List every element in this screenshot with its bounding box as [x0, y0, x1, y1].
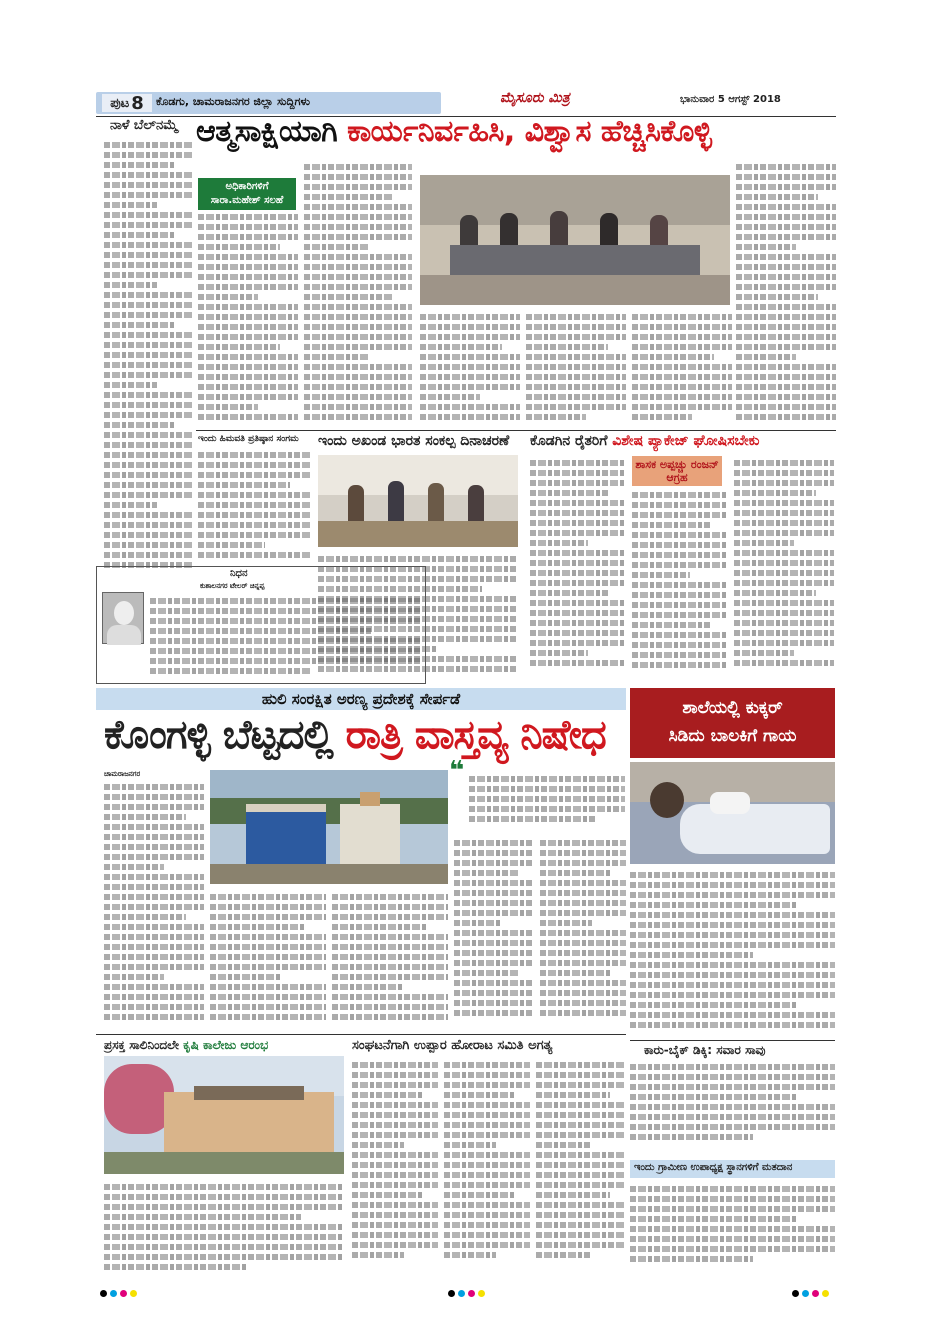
injured-girl-photo: [630, 762, 835, 864]
farmers-headline-red: ವಿಶೇಷ ಪ್ಯಾಕೇಜ್ ಘೋಷಿಸಬೇಕು: [612, 433, 760, 449]
reg-dot-yellow: [130, 1290, 137, 1297]
kongalli-col-3: [332, 890, 448, 1030]
farmers-headline-black: ಕೊಡಗಿನ ರೈತರಿಗೆ: [530, 433, 608, 449]
page-number: [102, 94, 152, 112]
farmers-tag: ಶಾಸಕ ಅಪ್ಪಚ್ಚು ರಂಜನ್ ಆಗ್ರಹ: [632, 456, 722, 486]
school-text: [630, 868, 835, 1040]
kongalli-col-2: [210, 890, 326, 1030]
kongalli-col-4: [454, 836, 534, 1030]
farmers-headline: [530, 433, 759, 449]
reg-dot-magenta: [120, 1290, 127, 1297]
left-column-text: [104, 138, 192, 568]
samithi-col-2: [444, 1058, 530, 1276]
rule-lead-bottom: [196, 430, 836, 431]
lead-col-3: [420, 310, 520, 428]
press-meet-photo: [318, 455, 518, 547]
school-cooker-headline-box: [630, 688, 835, 758]
obituary-text: [150, 594, 420, 680]
lead-col-2: [304, 160, 412, 428]
rule-car: [630, 1040, 835, 1041]
kongalli-col-1: [104, 780, 204, 1030]
masthead: ಮೈಸೂರು ಮಿತ್ರ: [500, 90, 570, 106]
left-kicker: ನಾಳೆ ಬೆಲ್‌ನಮ್ಮೆ: [110, 118, 178, 133]
lead-headline: [196, 114, 836, 149]
page-label: ಪುಟ: [110, 95, 130, 111]
kongalli-headline-red: ರಾತ್ರಿ ವಾಸ್ತವ್ಯ ನಿಷೇಧ: [345, 712, 606, 758]
car-accident-text: [630, 1060, 835, 1156]
ward-election-headline: ಇಂದು ಗ್ರಾಮೀಣ ಉಪಾಧ್ಯಕ್ಷ ಸ್ಥಾನಗಳಿಗೆ ಮತದಾನ: [634, 1162, 793, 1173]
rule-bottom-section: [96, 1034, 626, 1035]
farmers-col-1: [530, 456, 626, 682]
school-headline-line2: ಸಿಡಿದು ಬಾಲಕಿಗೆ ಗಾಯ: [668, 726, 797, 746]
lead-col-5: [632, 310, 732, 428]
ward-election-text: [630, 1182, 835, 1277]
obituary-subhead: ಕುಶಾಲನಗರ ಟೇಲರ್ ಚಿನ್ನಪ್ಪ: [200, 582, 265, 590]
samithi-col-1: [352, 1058, 438, 1276]
krishi-headline-green: ಕೃಷಿ ಕಾಲೇಜು ಆರಂಭ: [183, 1038, 269, 1052]
krishi-headline-black: ಪ್ರಸಕ್ತ ಸಾಲಿನಿಂದಲೇ: [104, 1038, 179, 1052]
car-accident-headline: ಕಾರು-ಬೈಕ್ ಡಿಕ್ಕಿ: ಸವಾರ ಸಾವು: [644, 1043, 766, 1057]
obituary-headline: ನಿಧನ: [230, 568, 248, 579]
reg-dot-black: [100, 1290, 107, 1297]
registration-marks-left: [100, 1282, 140, 1301]
farmers-col-3: [734, 456, 834, 682]
page-number-value: 8: [131, 92, 144, 114]
quote-icon: ❝: [449, 756, 465, 786]
registration-marks-right: [792, 1282, 832, 1301]
krishi-text: [104, 1180, 344, 1275]
lead-headline-black: ಆತ್ಮಸಾಕ್ಷಿಯಾಗಿ: [196, 114, 338, 149]
kongalli-headline-black: ಕೊಂಗಳ್ಳಿ ಬೆಟ್ಟದಲ್ಲಿ: [104, 712, 333, 758]
lead-headline-red: ಕಾರ್ಯನಿರ್ವಹಿಸಿ, ವಿಶ್ವಾಸ ಹೆಚ್ಚಿಸಿಕೊಳ್ಳಿ: [347, 114, 712, 149]
reg-dot-cyan: [110, 1290, 117, 1297]
hemavathi-text: [198, 448, 310, 563]
section-title: ಕೊಡಗು, ಚಾಮರಾಜನಗರ ಜಿಲ್ಲಾ ಸುದ್ದಿಗಳು: [156, 95, 310, 108]
kongalli-headline: [104, 712, 606, 758]
kongalli-dateline: ಚಾಮರಾಜನಗರ: [104, 770, 141, 778]
lead-subhead: ಅಧಿಕಾರಿಗಳಿಗೆ ಸಾರಾ.ಮಹೇಶ್ ಸಲಹೆ: [198, 178, 296, 210]
lead-col-1: [198, 210, 298, 428]
krishi-headline: [104, 1038, 268, 1053]
samithi-headline: ಸಂಘಟನೆಗಾಗಿ ಉಪ್ಪಾರ ಹೋರಾಟ ಸಮಿತಿ ಅಗತ್ಯ: [352, 1038, 553, 1053]
farmers-col-2: [632, 488, 728, 682]
lead-col-6: [736, 160, 836, 428]
obituary-photo: [102, 592, 144, 644]
akhanda-headline: ಇಂದು ಅಖಂಡ ಭಾರತ ಸಂಕಲ್ಪ ದಿನಾಚರಣೆ: [318, 433, 510, 449]
kongalli-col-5: [540, 836, 626, 1030]
lead-col-4: [526, 310, 626, 428]
samithi-col-3: [536, 1058, 626, 1276]
pull-quote: [449, 756, 625, 832]
temple-photo: [210, 770, 448, 884]
kongalli-band: ಹುಲಿ ಸಂರಕ್ಷಿತ ಅರಣ್ಯ ಪ್ರದೇಶಕ್ಕೆ ಸೇರ್ಪಡೆ: [96, 688, 626, 710]
hemavathi-headline: ಇಂದು ಹಿಮವತಿ ಪ್ರತಿಷ್ಠಾನ ಸಂಗಮ: [198, 434, 299, 444]
meeting-photo: [420, 175, 730, 305]
registration-marks-center: [448, 1282, 488, 1301]
college-building-photo: [104, 1056, 344, 1174]
school-headline-line1: ಶಾಲೆಯಲ್ಲಿ ಕುಕ್ಕರ್: [682, 698, 783, 718]
edition-date: ಭಾನುವಾರ 5 ಆಗಸ್ಟ್ 2018: [680, 94, 781, 105]
